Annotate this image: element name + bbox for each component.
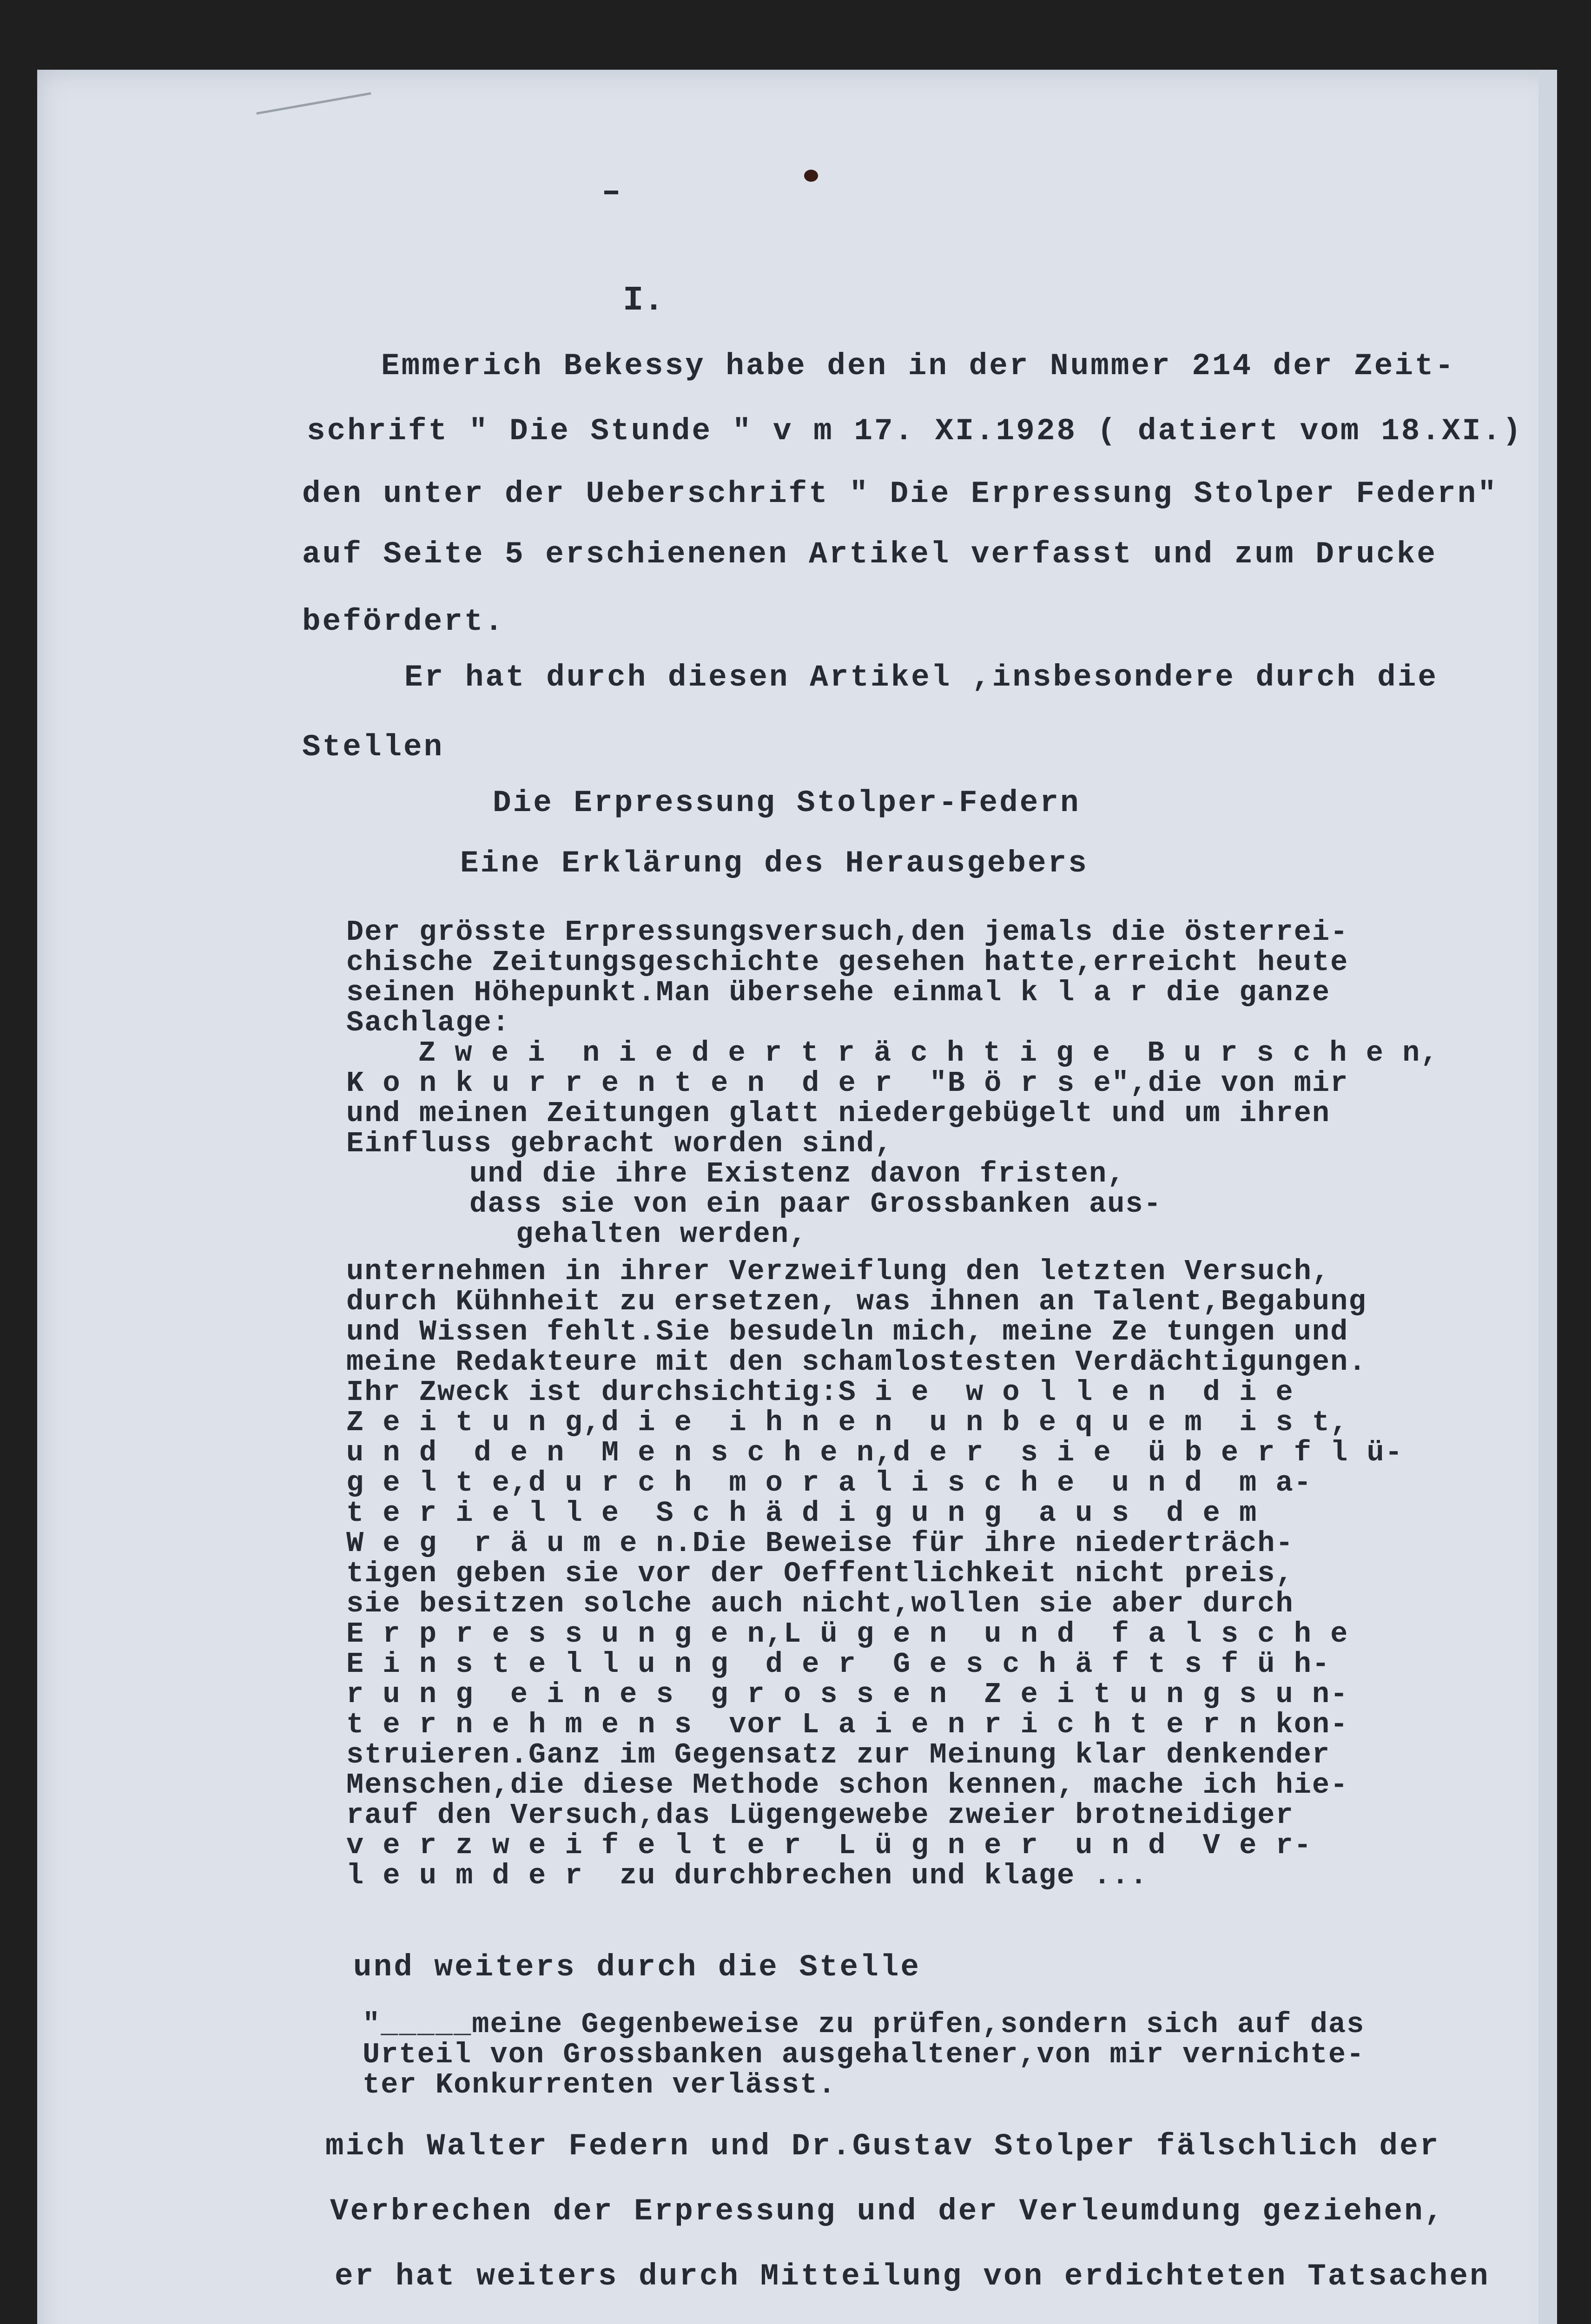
quote-line: l e u m d e r zu durchbrechen und klage ... <box>346 1859 1149 1892</box>
quote-line: und meinen Zeitungen glatt niedergebügelt und um ihren <box>346 1097 1331 1130</box>
quote-line: seinen Höhepunkt.Man übersehe einmal k l a r die ganze <box>346 976 1331 1009</box>
paragraph-line: Emmerich Bekessy habe den in der Nummer 214 der Zeit- <box>381 349 1456 383</box>
paragraph-line: den unter der Ueberschrift " Die Erpressung Stolper Federn" <box>302 476 1498 511</box>
paragraph-line: Stellen <box>302 730 444 765</box>
quote-line: Urteil von Grossbanken ausgehaltener,von mir vernichte- <box>363 2038 1365 2071</box>
quote-line: und Wissen fehlt.Sie besudeln mich, meine Ze tungen und <box>346 1315 1349 1348</box>
quote-line: v e r z w e i f e l t e r L ü g n e r u n d V e r- <box>346 1829 1312 1862</box>
quote-line: Ihr Zweck ist durchsichtig:S i e w o l l e n d i e <box>346 1376 1294 1409</box>
quote-line: gehalten werden, <box>516 1218 808 1251</box>
quote-line: struieren.Ganz im Gegensatz zur Meinung klar denkender <box>346 1738 1331 1771</box>
quote-line: unternehmen in ihrer Verzweiflung den letzten Versuch, <box>346 1255 1331 1288</box>
quote-line: r u n g e i n e s g r o s s e n Z e i t u n g s u n- <box>346 1678 1349 1711</box>
pencil-mark <box>256 92 371 114</box>
quote-line: g e l t e,d u r c h m o r a l i s c h e u n d m a- <box>346 1466 1312 1499</box>
quote-line: dass sie von ein paar Grossbanken aus- <box>469 1188 1162 1221</box>
quote-line: K o n k u r r e n t e n d e r "B ö r s e",die von mir <box>346 1067 1349 1100</box>
paragraph-line: Verbrechen der Erpressung und der Verleumdung geziehen, <box>330 2194 1445 2229</box>
quote-line: E i n s t e l l u n g d e r G e s c h ä f t s f ü h- <box>346 1648 1331 1681</box>
paragraph-line: befördert. <box>302 604 505 639</box>
paragraph-line: auf Seite 5 erschienenen Artikel verfasst und zum Drucke <box>302 537 1437 572</box>
section-number: I. <box>623 281 664 320</box>
quote-line: rauf den Versuch,das Lügengewebe zweier brotneidiger <box>346 1799 1294 1832</box>
quote-line: W e g r ä u m e n.Die Beweise für ihre niederträch- <box>346 1527 1294 1560</box>
quote-line: chische Zeitungsgeschichte gesehen hatte,erreicht heute <box>346 946 1349 979</box>
quote-line: meine Redakteure mit den schamlostesten Verdächtigungen. <box>346 1346 1367 1379</box>
paragraph-line: mich Walter Federn und Dr.Gustav Stolper fälschlich der <box>325 2129 1440 2164</box>
quote-line: Menschen,die diese Methode schon kennen, mache ich hie- <box>346 1769 1349 1802</box>
paragraph-line: Er hat durch diesen Artikel ,insbesondere durch die <box>404 660 1438 695</box>
quote-line: ter Konkurrenten verlässt. <box>363 2068 837 2101</box>
paragraph-line: und weiters durch die Stelle <box>353 1950 921 1985</box>
quote-line: Sachlage: <box>346 1006 510 1039</box>
paper-edge <box>1538 70 1557 2324</box>
quote-line: und die ihre Existenz davon fristen, <box>469 1157 1126 1190</box>
paragraph-line: er hat weiters durch Mitteilung von erdichteten Tatsachen <box>335 2259 1490 2294</box>
quote-line: tigen geben sie vor der Oeffentlichkeit nicht preis, <box>346 1557 1294 1590</box>
quote-line: durch Kühnheit zu ersetzen, was ihnen an Talent,Begabung <box>346 1285 1367 1318</box>
quote-line: Z w e i n i e d e r t r ä c h t i g e B u r s c h e n, <box>418 1037 1439 1070</box>
quote-line: Einfluss gebracht worden sind, <box>346 1127 893 1160</box>
ink-spot <box>804 170 818 182</box>
paragraph-line: schrift " Die Stunde " v m 17. XI.1928 ( datiert vom 18.XI.) <box>307 414 1523 449</box>
quote-title: Die Erpressung Stolper-Federn <box>493 786 1081 820</box>
page-dash-mark <box>604 191 618 194</box>
quote-line: Z e i t u n g,d i e i h n e n u n b e q u e m i s t, <box>346 1406 1349 1439</box>
quote-subtitle: Eine Erklärung des Herausgebers <box>460 846 1089 881</box>
quote-line: sie besitzen solche auch nicht,wollen sie aber durch <box>346 1587 1294 1620</box>
quote-line: t e r n e h m e n s vor L a i e n r i c h t e r n kon- <box>346 1708 1349 1741</box>
quote-line: E r p r e s s u n g e n,L ü g e n u n d f a l s c h e <box>346 1618 1349 1651</box>
quote-line: Der grösste Erpressungsversuch,den jemals die österrei- <box>346 916 1349 949</box>
quote-line: "_____meine Gegenbeweise zu prüfen,sondern sich auf das <box>363 2008 1365 2041</box>
quote-line: t e r i e l l e S c h ä d i g u n g a u s d e m <box>346 1497 1258 1530</box>
quote-line: u n d d e n M e n s c h e n,d e r s i e ü b e r f l ü- <box>346 1436 1403 1469</box>
